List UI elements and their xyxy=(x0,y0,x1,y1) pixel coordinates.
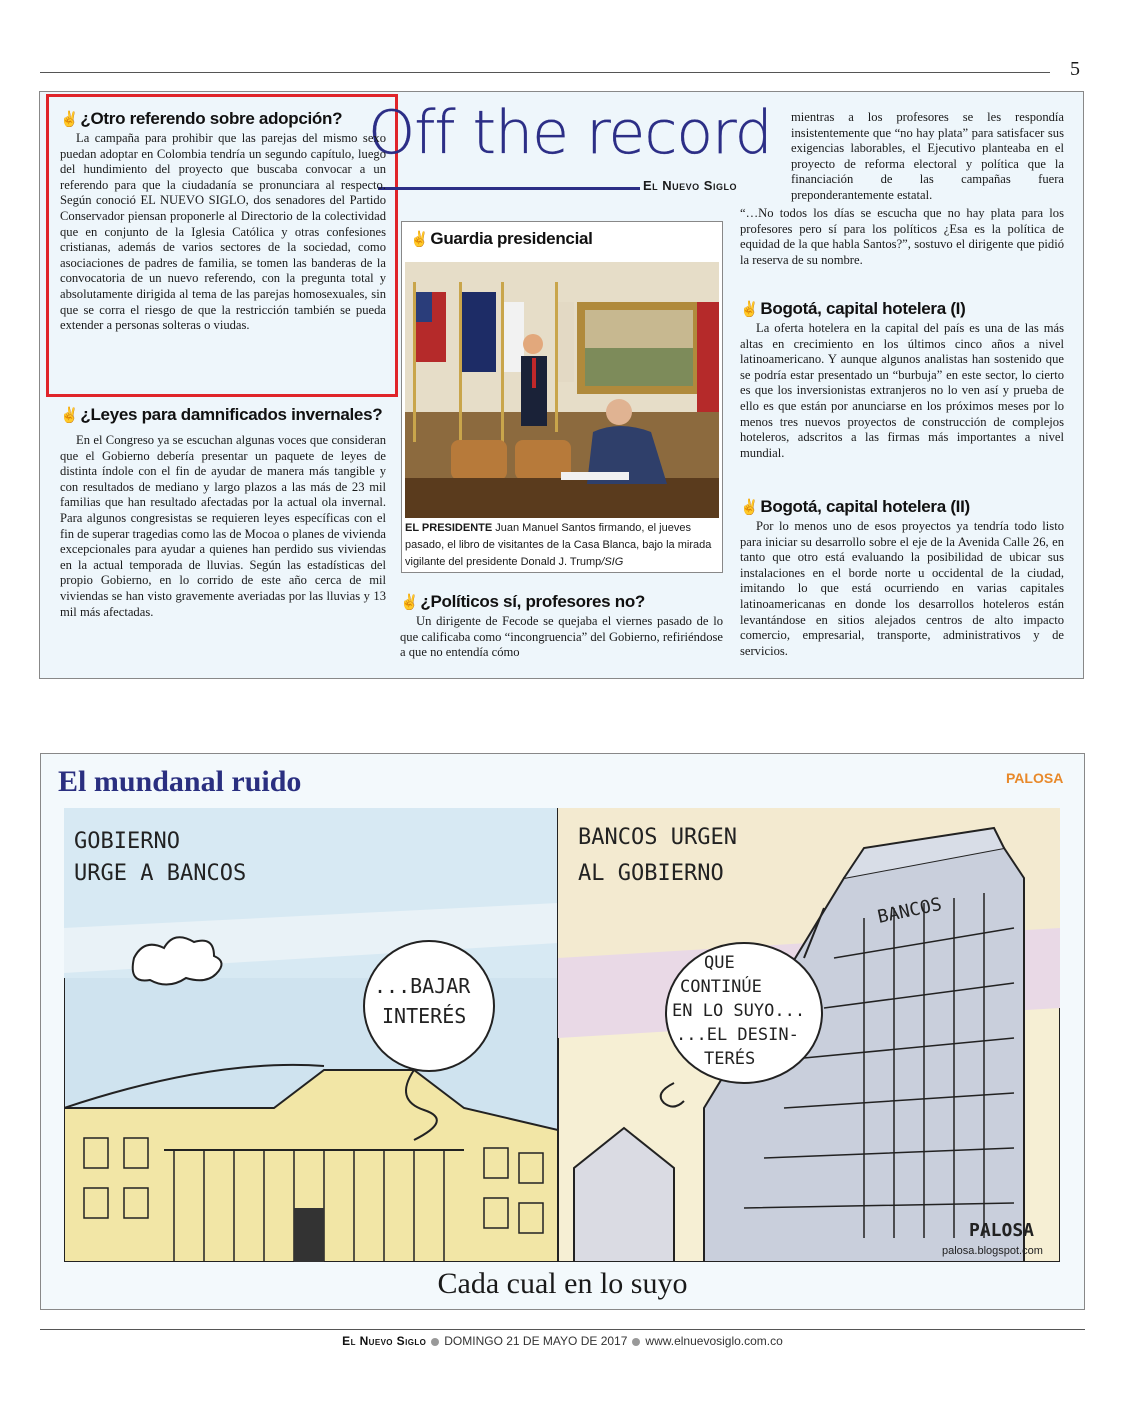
victory-hand-icon: ✌ xyxy=(740,499,759,516)
article-politicos xyxy=(400,591,723,661)
article-referendo-body: La campaña para prohibir que las parejas del mismo sexo puedan adoptar en Colombia tendría un segundo capítulo, luego del hundimiento del proyecto que buscaba convocar a un referendo para que la ciudadanía se pronunciara al respecto. Según conoció EL NUEVO SIGLO, dos senadores del Partido Conservador piensan proponerle al Directorio de la colectividad que en conjunto de la Iglesia Católica y otras confesiones cristianas, además de varios sectores de la sociedad, como asociaciones de padres de familia, se tomen las banderas de la convocatoria de un nuevo referendo, con la pregunta total y absolutamente dirigida al tema de las parejas homosexuales, sin que se corra el riesgo de que la restricción también se pueda extender a personas solteras o viudas. xyxy=(60,131,386,333)
cartoon-illustration xyxy=(64,808,1060,1262)
article-politicos-continued-full xyxy=(740,206,1064,268)
cartoon-title: El mundanal ruido xyxy=(58,765,302,798)
footer xyxy=(0,1334,1125,1348)
article-politicos-body-cont: mientras a los profesores se les respondía insistentemente que “no hay plata” para satisfacer sus exigencias laborables, el Ejecutivo planteaba en el proyecto de reforma electoral y política que la financiación de las campañas fuera preponderantemente estatal. xyxy=(791,110,1064,202)
cartoon-blog: palosa.blogspot.com xyxy=(942,1245,1043,1257)
article-bogota-2-title: ✌ Bogotá, capital hotelera (II) xyxy=(740,497,970,516)
article-bogota-2-body: Por lo menos uno de esos proyectos ya tendría todo listo para iniciar su desarrollo sobre el eje de la Avenida Calle 26, en tanto que otro está evaluando la posibilidad de ubicar sus instalaciones en el borde norte u occidental de la ciudad, imitando lo que está ocurriendo en varias capitales latinoamericanas en donde los desarrollos hoteleros están levantándose en sitios alejados centros de alto impacto comercio, empresarial, transporte, administrativos y de servicios. xyxy=(740,519,1064,658)
article-bogota-1-title: ✌ Bogotá, capital hotelera (I) xyxy=(740,299,966,318)
oval-office-photo xyxy=(405,262,719,518)
article-guardia-title: ✌ Guardia presidencial xyxy=(410,229,593,248)
right-bubble-4: ...EL DESIN- xyxy=(676,1025,799,1045)
title-rule xyxy=(378,187,640,190)
footer-url[interactable]: www.elnuevosiglo.com.co xyxy=(645,1334,783,1348)
victory-hand-icon: ✌ xyxy=(410,231,429,248)
article-politicos-body-start: Un dirigente de Fecode se quejaba el viernes pasado de lo que calificaba como “incongruencia” del Gobierno, refiriéndose a que no entendía cómo xyxy=(400,614,723,660)
right-bubble-1: QUE xyxy=(704,953,735,973)
top-rule xyxy=(40,72,1050,73)
right-bubble-3: EN LO SUYO... xyxy=(672,1001,806,1021)
building-sign: BANCOS xyxy=(875,893,944,928)
left-heading-1: GOBIERNO xyxy=(74,829,180,854)
footer-rule xyxy=(40,1329,1085,1330)
article-bogota-1-body: La oferta hotelera en la capital del país es una de las más altas en crecimiento en los últimos cinco años a nivel latinoamericano. Y aunque algunos analistas han sostenido que se podría estar presentado un “burbuja” en este sector, lo cierto es que los inversionistas extranjeros no lo ven así y prueba de ello es que están por anunciarse en los próximos meses por lo menos tres nuevos proyectos de construcción de complejos hoteleros, adscritos a las firmas más importantes a nivel mundial. xyxy=(740,321,1064,460)
right-bubble-2: CONTINÚE xyxy=(680,977,762,997)
right-heading-1: BANCOS URGEN xyxy=(578,825,737,850)
left-bubble-1: ...BAJAR xyxy=(374,974,471,998)
caption-text: Juan Manuel Santos firmando, el jueves pasado, el libro de visitantes de la Casa Blanca, bajo la mirada vigilante del presidente Donald J. Trump xyxy=(405,522,712,568)
cartoon-author: PALOSA xyxy=(1006,770,1064,786)
cartoon-signature: PALOSA xyxy=(969,1220,1035,1241)
bullet-icon xyxy=(431,1338,439,1346)
footer-brand: El Nuevo Siglo xyxy=(342,1334,427,1348)
article-referendo xyxy=(60,108,386,334)
victory-hand-icon: ✌ xyxy=(60,111,79,128)
section-title: Off the record xyxy=(368,98,772,168)
footer-date: DOMINGO 21 DE MAYO DE 2017 xyxy=(444,1334,628,1348)
right-bubble-5: TERÉS xyxy=(704,1049,756,1069)
left-bubble-2: INTERÉS xyxy=(382,1004,467,1028)
photo-caption xyxy=(405,520,719,571)
article-leyes-body: En el Congreso ya se escuchan algunas voces que consideran que el Gobierno debería presentar un paquete de leyes de distinta índole con el fin de ayudar de manera más tangible y con resultados de mediano y largo plazos a las más de 23 mil familias que han resultado afectadas por la actual ola invernal. Para algunos congresistas se requieren leyes específicas con el fin de superar tragedias como las de Mocoa o planes de vivienda excepcionales para ayudar a quienes han perdido sus viviendas en la actual temporada de lluvias. Según las estadísticas del propio Gobierno, en lo corrido de este año cerca de mil viviendas se han visto gravemente averiadas por las lluvias y 13 mil más afectadas. xyxy=(60,433,386,619)
article-referendo-title: ✌ ¿Otro referendo sobre adopción? xyxy=(60,109,343,128)
caption-credit: /SIG xyxy=(601,556,624,568)
bullet-icon xyxy=(632,1338,640,1346)
left-heading-2: URGE A BANCOS xyxy=(74,861,247,886)
article-bogota-1 xyxy=(740,298,1064,461)
article-leyes xyxy=(60,402,386,620)
victory-hand-icon: ✌ xyxy=(740,301,759,318)
page-number: 5 xyxy=(1070,58,1080,80)
article-politicos-title: ✌ ¿Políticos sí, profesores no? xyxy=(400,592,646,611)
article-politicos-body-cont-full: “…No todos los días se escucha que no hay plata para los profesores pero sí para los políticos ¿Esa es la política de equidad de la que habla Santos?”, sostuvo el dirigente que pidió la reserva de su nombre. xyxy=(740,206,1064,267)
caption-lead: EL PRESIDENTE xyxy=(405,522,493,534)
cartoon-caption: Cada cual en lo suyo xyxy=(437,1267,688,1300)
section-brand: El Nuevo Siglo xyxy=(643,178,737,193)
article-leyes-title: ✌ ¿Leyes para damnificados invernales? xyxy=(60,405,383,424)
victory-hand-icon: ✌ xyxy=(60,407,79,424)
right-heading-2: AL GOBIERNO xyxy=(578,861,724,886)
victory-hand-icon: ✌ xyxy=(400,594,419,611)
article-bogota-2 xyxy=(740,496,1064,659)
article-politicos-continued xyxy=(791,110,1064,204)
